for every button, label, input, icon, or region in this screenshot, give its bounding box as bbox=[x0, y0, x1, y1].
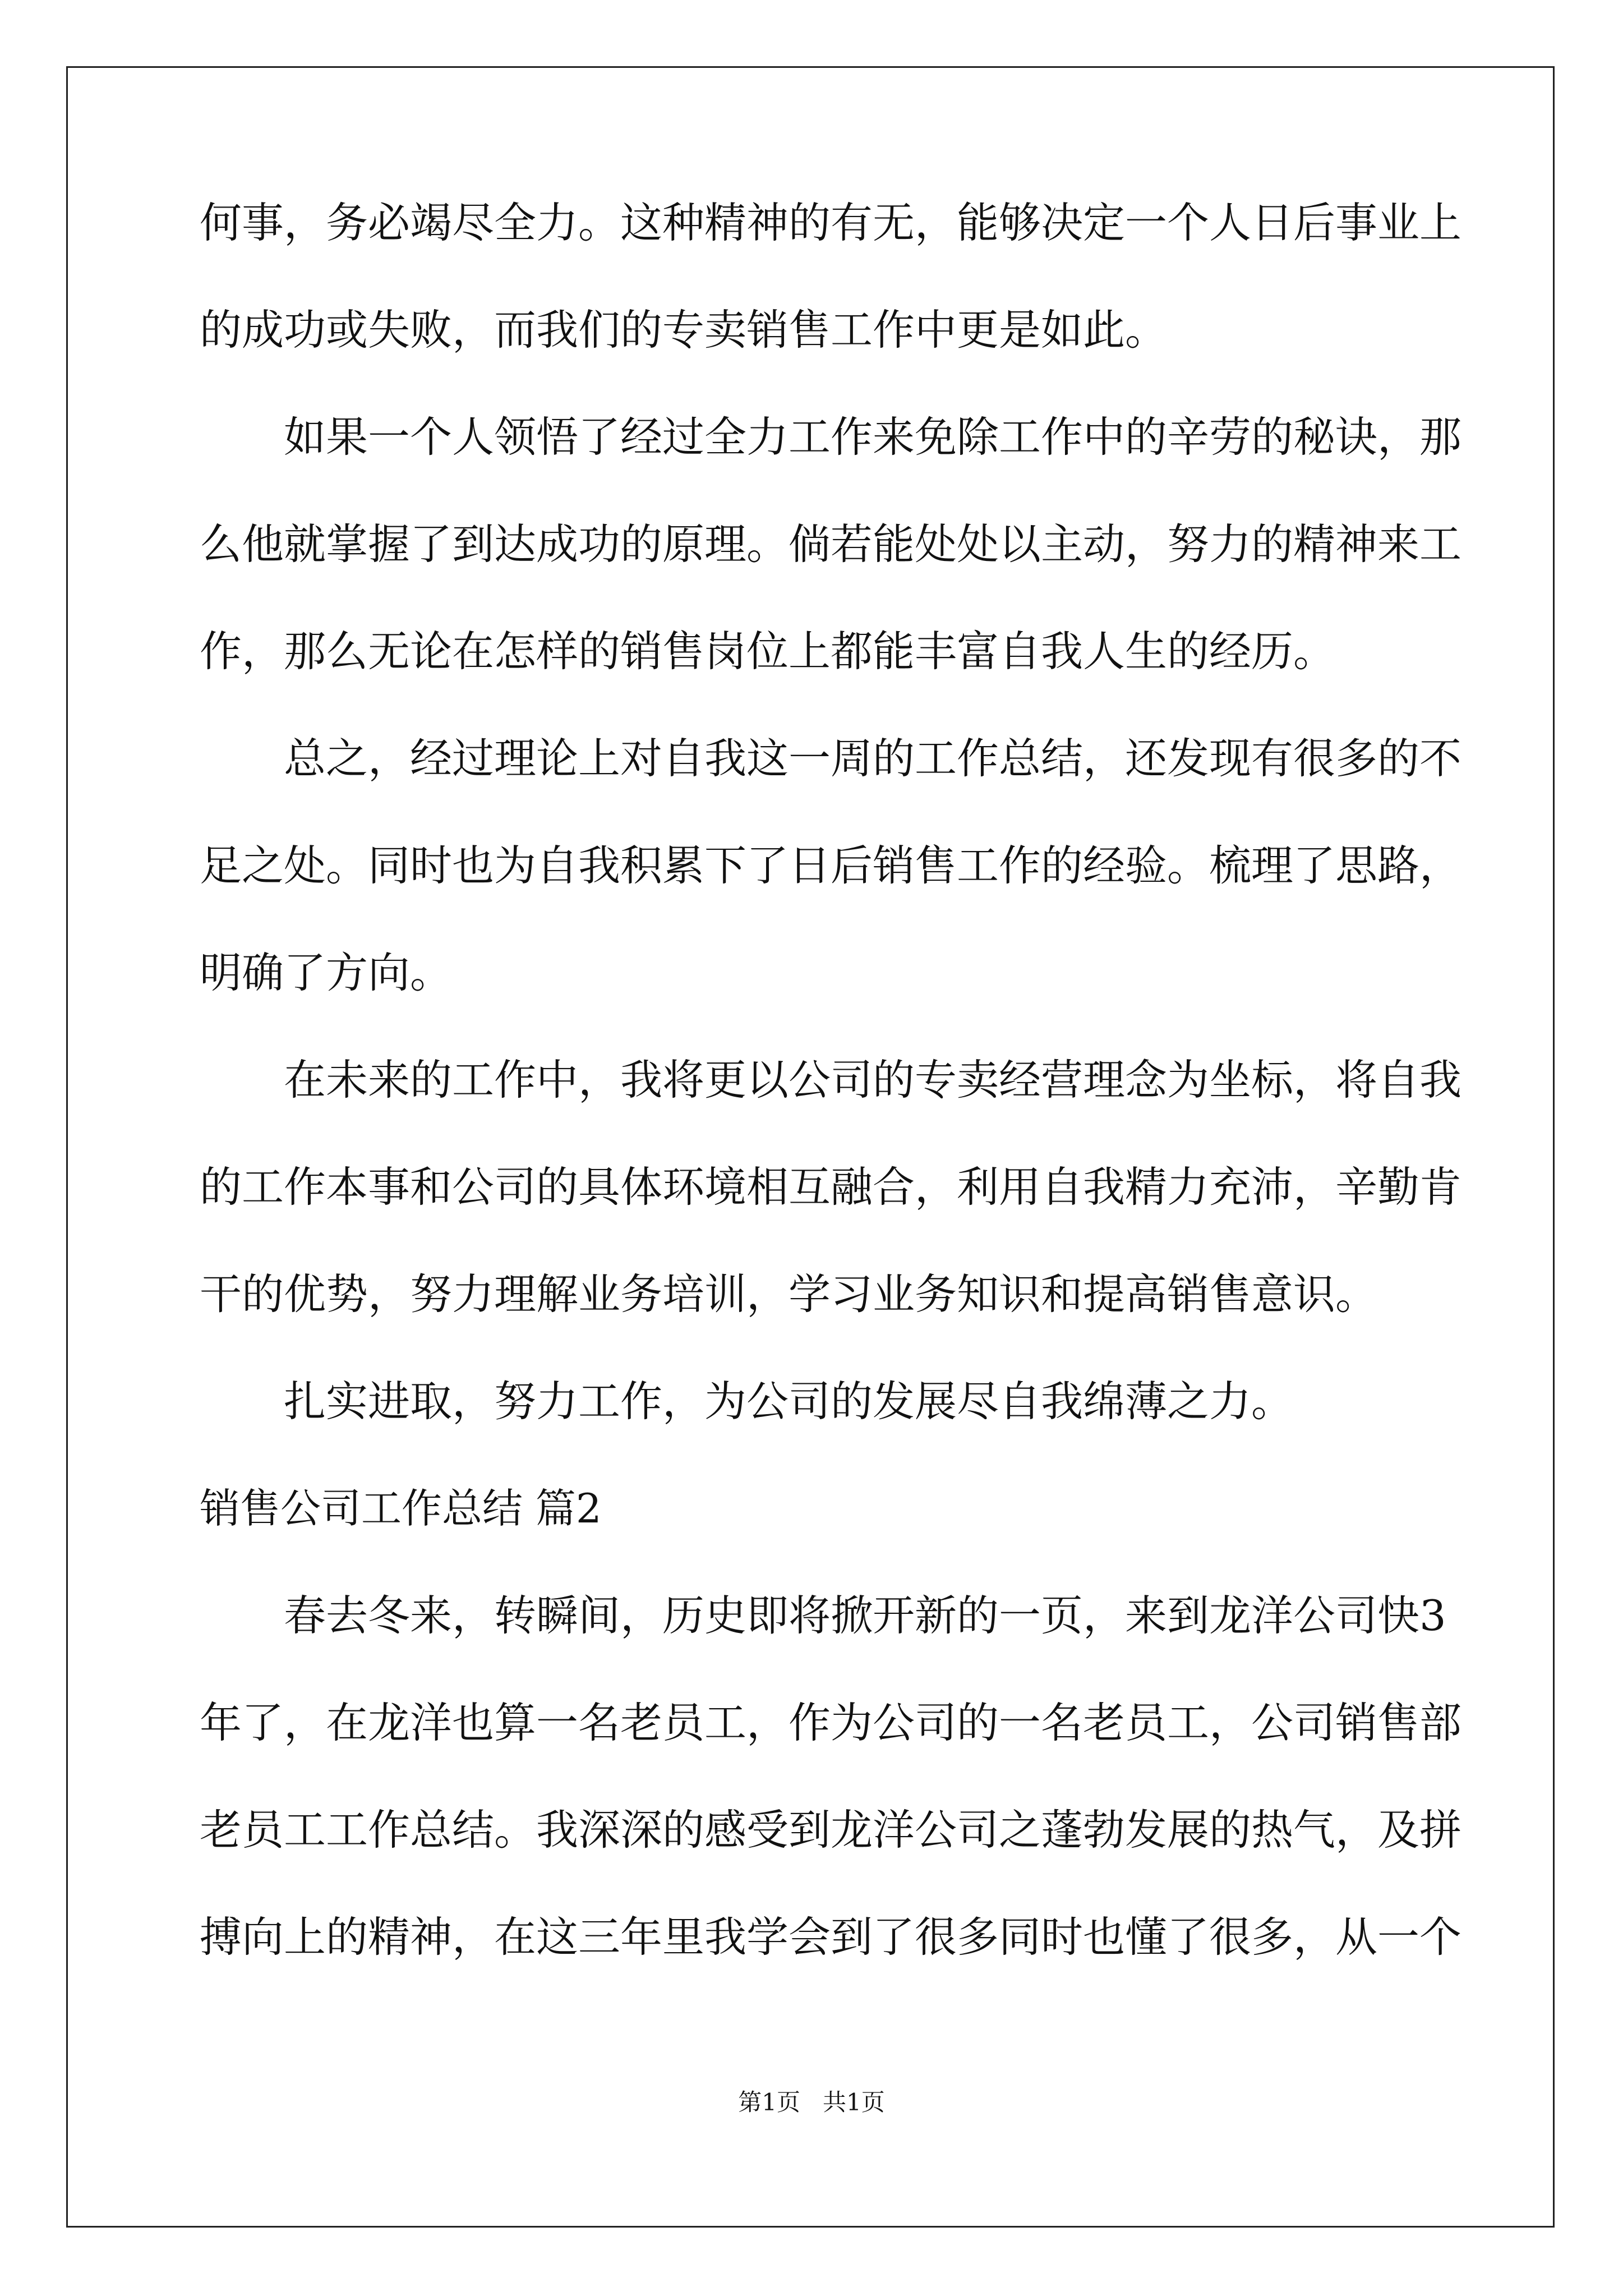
paragraph bbox=[200, 412, 1462, 738]
text-line: 老员工工作总结。我深深的感受到龙洋公司之蓬勃发展的热气，及拼 bbox=[200, 1805, 1462, 1855]
text-line: 的成功或失败，而我们的专卖销售工作中更是如此。 bbox=[200, 305, 1168, 355]
paragraph bbox=[200, 1591, 1462, 2023]
document-body bbox=[200, 198, 1462, 2023]
text-line: 足之处。同时也为自我积累下了日后销售工作的经验。梳理了思路， bbox=[200, 841, 1462, 890]
text-line: 搏向上的精神，在这三年里我学会到了很多同时也懂了很多，从一个 bbox=[200, 1912, 1462, 1962]
text-line: 的工作本事和公司的具体环境相互融合，利用自我精力充沛，辛勤肯 bbox=[200, 1162, 1462, 1212]
text-line: 干的优势，努力理解业务培训，学习业务知识和提高销售意识。 bbox=[200, 1269, 1378, 1319]
text-line: 年了，在龙洋也算一名老员工，作为公司的一名老员工，公司销售部 bbox=[200, 1698, 1462, 1747]
paragraph bbox=[200, 1377, 1422, 1488]
section-heading: 销售公司工作总结 篇2 bbox=[200, 1485, 602, 1532]
page-number: 第1页 bbox=[738, 2088, 800, 2116]
paragraph bbox=[200, 198, 1462, 416]
text-line: 在未来的工作中，我将更以公司的专卖经营理念为坐标，将自我 bbox=[284, 1055, 1462, 1105]
text-line: 如果一个人领悟了经过全力工作来免除工作中的辛劳的秘诀，那 bbox=[284, 412, 1462, 462]
page-footer bbox=[0, 2088, 1623, 2116]
text-line: 春去冬来，转瞬间，历史即将掀开新的一页，来到龙洋公司快3 bbox=[284, 1591, 1446, 1640]
text-line: 何事，务必竭尽全力。这种精神的有无，能够决定一个人日后事业上 bbox=[200, 198, 1462, 247]
text-line: 扎实进取，努力工作，为公司的发展尽自我绵薄之力。 bbox=[284, 1377, 1294, 1426]
text-line: 么他就掌握了到达成功的原理。倘若能处处以主动，努力的精神来工 bbox=[200, 519, 1462, 569]
text-line: 总之，经过理论上对自我这一周的工作总结，还发现有很多的不 bbox=[284, 734, 1462, 783]
paragraph bbox=[200, 1055, 1462, 1381]
paragraph bbox=[200, 734, 1462, 1059]
text-line: 明确了方向。 bbox=[200, 948, 453, 997]
text-line: 作，那么无论在怎样的销售岗位上都能丰富自我人生的经历。 bbox=[200, 627, 1336, 676]
page-total: 共1页 bbox=[823, 2088, 885, 2116]
